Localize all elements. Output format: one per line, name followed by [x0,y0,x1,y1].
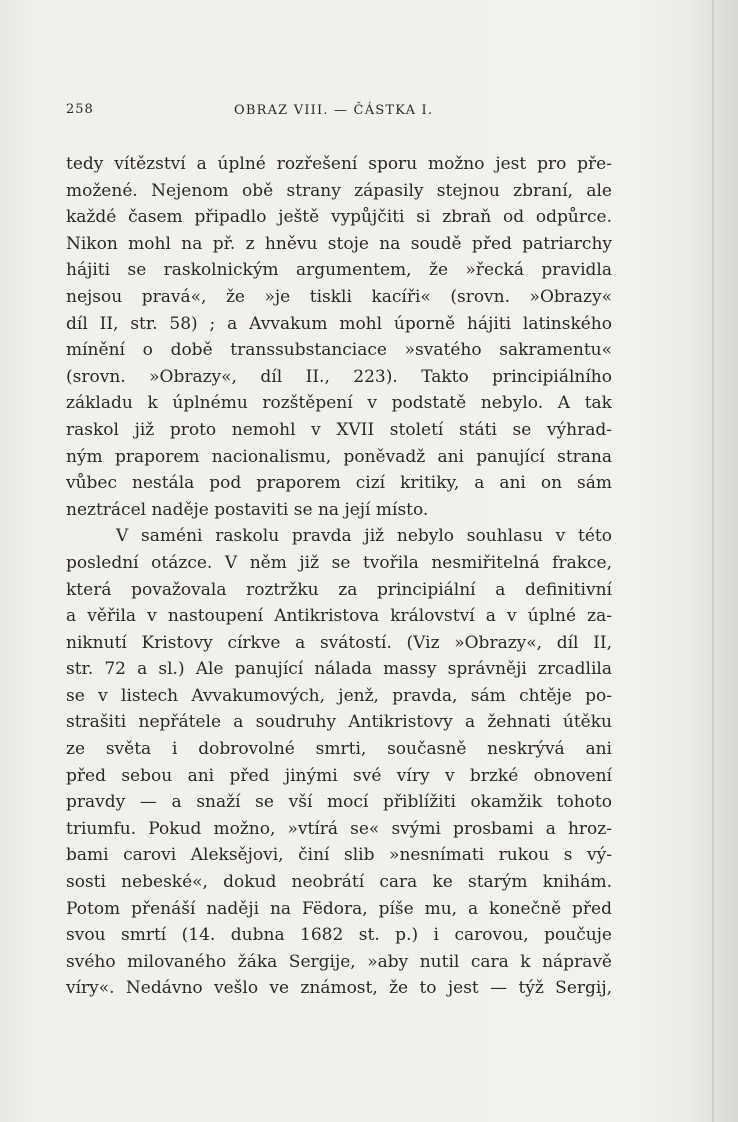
text-line: bami carovi Aleksějovi, činí slib »nesnímati rukou s vý- [66,845,612,866]
text-line: možené. Nejenom obě strany zápasily stejnou zbraní, ale [66,180,612,201]
text-line: str. 72 a sl.) Ale panující nálada massy správněji zrcadlila [66,659,612,680]
text-line: a věřila v nastoupení Antikristova království a v úplné za- [66,606,612,627]
text-line: (srovn. »Obrazy«, díl II., 223). Takto principiálního [66,366,612,387]
paragraph-end-line: neztrácel naděje postaviti se na její místo. [66,499,429,520]
text-line: víry«. Nedávno vešlo ve známost, že to jest — týž Sergij, [66,978,612,999]
text-line: triumfu. Pokud možno, »vtírá se« svými prosbami a hroz- [66,818,612,839]
text-line: sosti nebeské«, dokud neobrátí cara ke starým knihám. [66,872,612,893]
text-line: základu k úplnému rozštěpení v podstatě nebylo. A tak [66,393,612,414]
text-line: raskol již proto nemohl v XVII století státi se výhrad- [66,419,612,440]
text-line: nejsou pravá«, že »je tiskli kacíři« (srovn. »Obrazy« [66,286,612,307]
text-line: hájiti se raskolnickým argumentem, že »řecká pravidla [66,260,612,281]
text-line: strašiti nepřátele a soudruhy Antikristovy a žehnati útěku [66,712,612,733]
text-line: ze světa i dobrovolné smrti, současně neskrývá ani [66,739,612,760]
text-line: která považovala roztržku za principiální a definitivní [66,579,612,600]
text-line: poslední otázce. V něm již se tvořila nesmiřitelná frakce, [66,552,612,573]
text-line: se v listech Avvakumových, jenž, pravda, sám chtěje po- [66,685,612,706]
text-line: svého milovaného žáka Sergije, »aby nutil cara k nápravě [66,951,612,972]
text-line: díl II, str. 58) ; a Avvakum mohl úporně hájiti latinského [66,313,612,334]
text-line: každé časem připadlo ještě vypůjčiti si zbraň od odpůrce. [66,207,612,228]
text-line: vůbec nestála pod praporem cizí kritiky, a ani on sám [66,473,612,494]
page-header [66,102,612,122]
body-text [66,151,612,1002]
page-edge [712,0,714,1122]
paragraph-start-line: V saméni raskolu pravda již nebylo souhlasu v této [116,526,612,547]
text-line: před sebou ani před jinými své víry v brzké obnovení [66,765,612,786]
text-line: mínění o době transsubstanciace »svatého sakramentu« [66,340,612,361]
text-line: ným praporem nacionalismu, poněvadž ani panující strana [66,446,612,467]
text-line: niknutí Kristovy církve a svátostí. (Viz »Obrazy«, díl II, [66,632,612,653]
running-title: OBRAZ VIII. — ČÁSTKA I. [234,103,434,118]
text-line: Nikon mohl na př. z hněvu stoje na soudě před patriarchy [66,233,612,254]
text-line: Potom přenáší naději na Fëdora, píše mu, a konečně před [66,898,612,919]
text-line: tedy vítězství a úplné rozřešení sporu možno jest pro pře- [66,154,612,174]
page-number: 258 [66,102,94,117]
text-line: svou smrtí (14. dubna 1682 st. p.) i carovou, poučuje [66,925,612,946]
text-line: pravdy — a snaží se vší mocí přiblížiti okamžik tohoto [66,792,612,813]
